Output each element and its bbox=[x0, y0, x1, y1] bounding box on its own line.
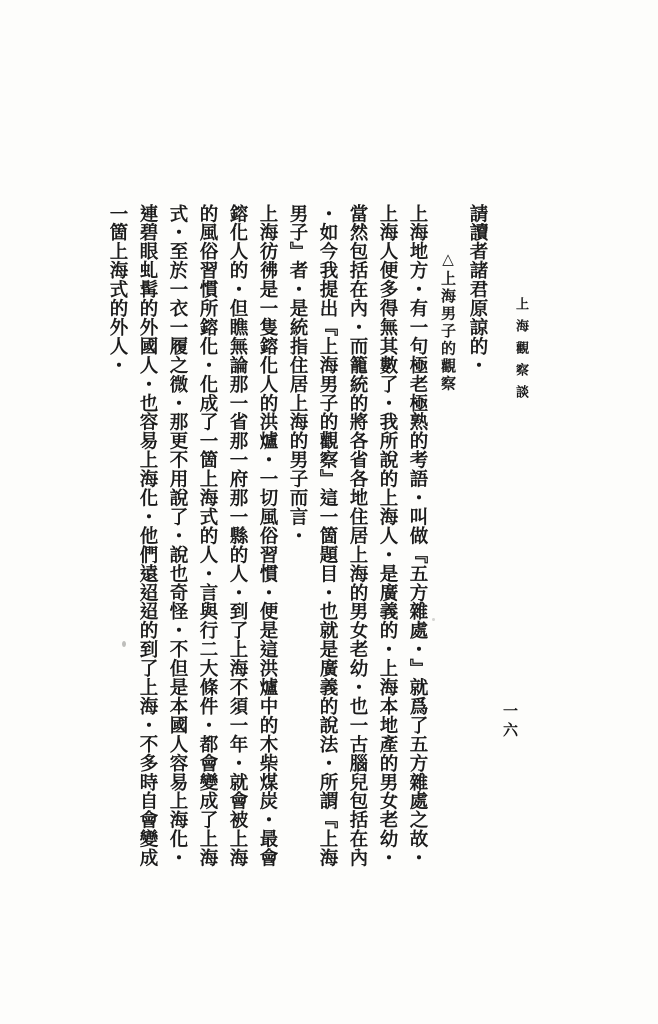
text-column: 連碧眼虬髯的外國人・也容易上海化・他們遠迢迢的到了上海・不多時自會變成 bbox=[137, 204, 157, 868]
text-column: 一箇上海式的外人・ bbox=[107, 204, 127, 375]
text-column: ・如今我提出『上海男子的觀察』這一箇題目・也就是廣義的說法・所謂『上海 bbox=[317, 204, 337, 868]
section-title: △上海男子的觀察 bbox=[439, 250, 455, 393]
text-column: 的風俗習慣所鎔化・化成了一箇上海式的人・言與行二大條件・都會變成了上海 bbox=[197, 204, 217, 868]
scan-speck bbox=[432, 618, 435, 621]
text-column: 上海地方・有一句極老極熟的考語・叫做『五方雜處・』就爲了五方雜處之故・ bbox=[407, 204, 427, 868]
running-head: 上海觀察談 bbox=[514, 297, 529, 407]
dedication-line: 請讀者諸君原諒的・ bbox=[467, 204, 487, 375]
text-column: 上海人便多得無其數了・我所說的上海人・是廣義的・上海本地產的男女老幼・ bbox=[377, 204, 397, 868]
scan-speck bbox=[122, 641, 126, 647]
text-column: 式・至於一衣一履之微・那更不用說了・說也奇怪・不但是本國人容易上海化・ bbox=[167, 204, 187, 868]
page-number: 一六 bbox=[501, 703, 517, 741]
text-column: 當然包括在內・而籠統的將各省各地住居上海的男女老幼・也一古腦兒包括在內 bbox=[347, 204, 367, 868]
text-column: 鎔化人的・但瞧無論那一省那一府那一縣的人・到了上海不須一年・就會被上海 bbox=[227, 204, 247, 868]
vertical-text-block bbox=[100, 204, 492, 876]
text-column: 上海彷彿是一隻鎔化人的洪爐・一切風俗習慣・便是這洪爐中的木柴煤炭・最會 bbox=[257, 204, 277, 868]
text-column: 男子』者・是統指住居上海的男子而言・ bbox=[287, 204, 307, 546]
